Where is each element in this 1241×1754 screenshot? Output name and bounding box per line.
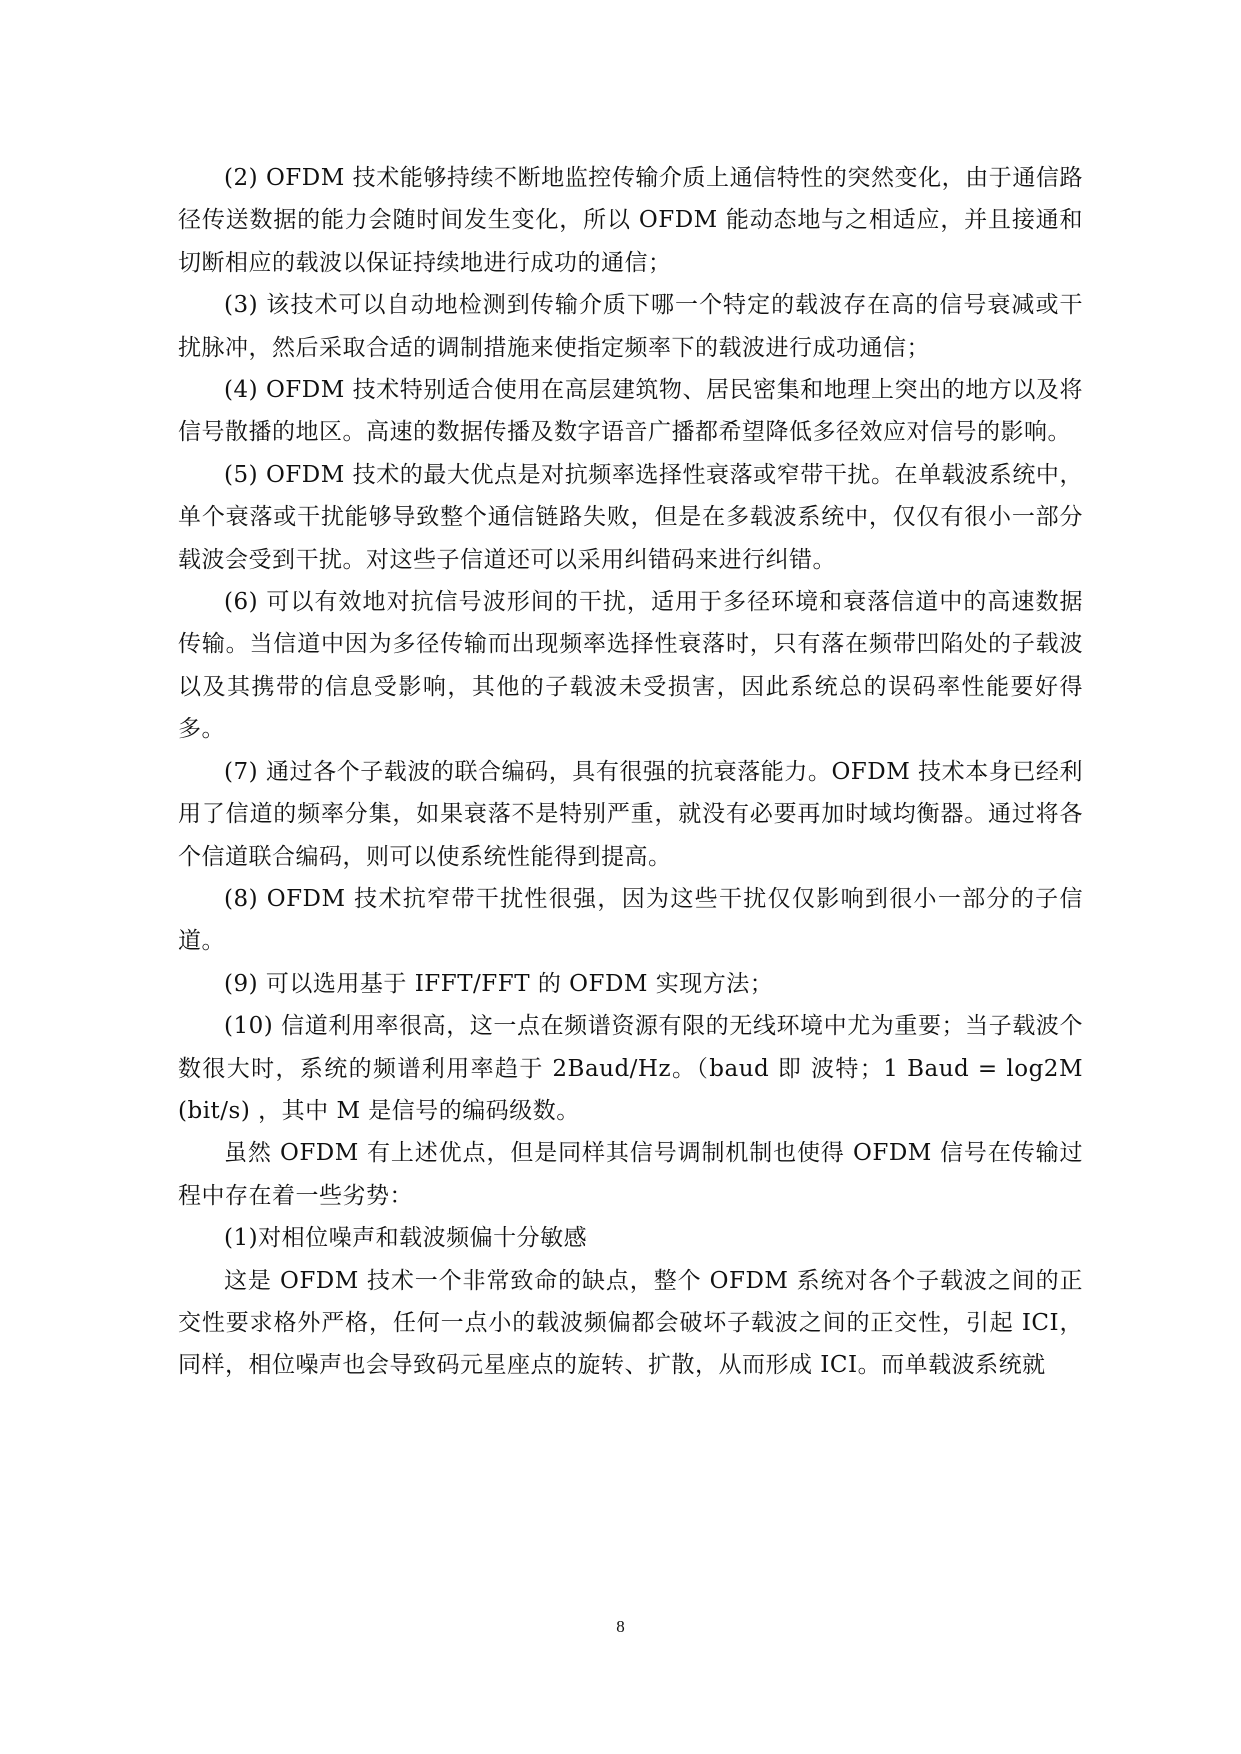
- page-number: 8: [616, 1617, 625, 1636]
- paragraph-advantage-7: (7) 通过各个子载波的联合编码，具有很强的抗衰落能力。OFDM 技术本身已经利用了信道的频率分集，如果衰落不是特别严重，就没有必要再加时域均衡器。通过将各个信道联合编码，则可以使系统性能得到提高。: [178, 758, 1083, 870]
- paragraph-advantage-6: (6) 可以有效地对抗信号波形间的干扰，适用于多径环境和衰落信道中的高速数据传输。当信道中因为多径传输而出现频率选择性衰落时，只有落在频带凹陷处的子载波以及其携带的信息受影响，其他的子载波未受损害，因此系统总的误码率性能要好得多。: [178, 589, 1083, 743]
- paragraph-advantage-10: (10) 信道利用率很高，这一点在频谱资源有限的无线环境中尤为重要；当子载波个数很大时，系统的频谱利用率趋于 2Baud/Hz。（baud 即 波特；1 Baud = log2M (bit/s) ，其中 M 是信号的编码级数。: [178, 1013, 1083, 1124]
- paragraph-advantage-3: (3) 该技术可以自动地检测到传输介质下哪一个特定的载波存在高的信号衰减或干扰脉冲，然后采取合适的调制措施来使指定频率下的载波进行成功通信；: [178, 292, 1083, 361]
- paragraph-disadvantage-1-heading: (1)对相位噪声和载波频偏十分敏感: [224, 1225, 588, 1252]
- paragraph-advantage-5: (5) OFDM 技术的最大优点是对抗频率选择性衰落或窄带干扰。在单载波系统中，单个衰落或干扰能够导致整个通信链路失败，但是在多载波系统中，仅仅有很小一部分载波会受到干扰。对这些子信道还可以采用纠错码来进行纠错。: [178, 461, 1083, 573]
- paragraph-disadvantage-1-body: 这是 OFDM 技术一个非常致命的缺点，整个 OFDM 系统对各个子载波之间的正交性要求格外严格，任何一点小的载波频偏都会破坏子载波之间的正交性，引起 ICI，同样，相位噪声也会导致码元星座点的旋转、扩散，从而形成 ICI。而单载波系统就: [178, 1267, 1083, 1379]
- paragraph-disadvantages-intro: 虽然 OFDM 有上述优点，但是同样其信号调制机制也使得 OFDM 信号在传输过程中存在着一些劣势：: [178, 1140, 1083, 1209]
- paragraph-advantage-4: (4) OFDM 技术特别适合使用在高层建筑物、居民密集和地理上突出的地方以及将信号散播的地区。高速的数据传播及数字语音广播都希望降低多径效应对信号的影响。: [178, 377, 1083, 446]
- paragraph-advantage-2: (2) OFDM 技术能够持续不断地监控传输介质上通信特性的突然变化，由于通信路径传送数据的能力会随时间发生变化，所以 OFDM 能动态地与之相适应，并且接通和切断相应的载波以保证持续地进行成功的通信；: [178, 165, 1083, 276]
- paragraph-advantage-9: (9) 可以选用基于 IFFT/FFT 的 OFDM 实现方法；: [224, 970, 774, 997]
- document-body: [178, 157, 1083, 1387]
- paragraph-advantage-8: (8) OFDM 技术抗窄带干扰性很强，因为这些干扰仅仅影响到很小一部分的子信道。: [178, 885, 1083, 955]
